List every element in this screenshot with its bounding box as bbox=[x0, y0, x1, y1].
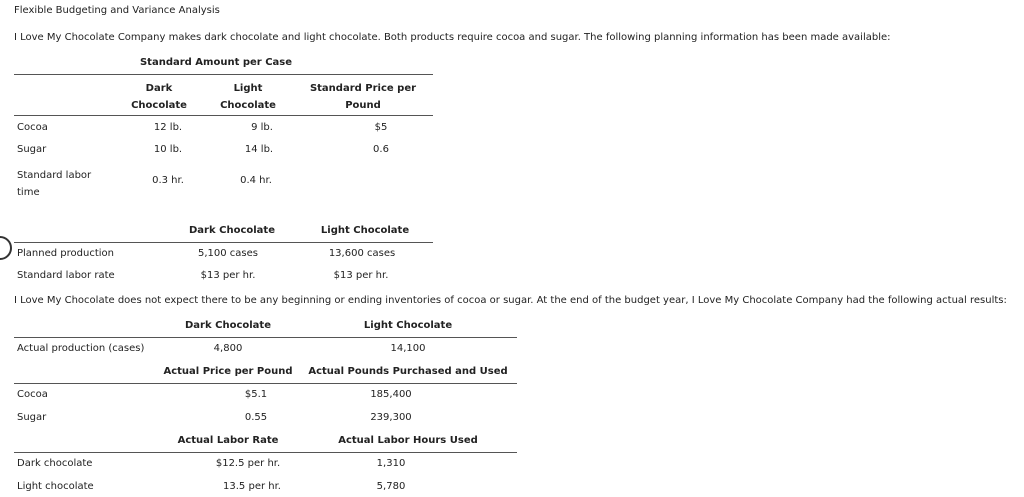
cell-value: 1,310 bbox=[376, 458, 406, 469]
col-actual-labor-rate: Actual Labor Rate bbox=[177, 435, 279, 446]
row-label: Cocoa bbox=[17, 122, 48, 133]
col-standard-price: Standard Price per Pound bbox=[309, 83, 417, 111]
table-rule bbox=[14, 242, 433, 243]
cell-value: 185,400 bbox=[370, 389, 412, 400]
cell-value: $13 per hr. bbox=[200, 270, 256, 281]
table-rule bbox=[14, 452, 517, 453]
cell-value: 0.55 bbox=[244, 412, 268, 423]
cell-value: 4,800 bbox=[213, 343, 243, 354]
page-title: Flexible Budgeting and Variance Analysis bbox=[14, 5, 220, 16]
col-dark-chocolate: Dark Chocolate bbox=[189, 225, 275, 236]
standard-amount-header: Standard Amount per Case bbox=[139, 57, 293, 68]
cell-value: 239,300 bbox=[370, 412, 412, 423]
table-rule bbox=[14, 74, 433, 75]
cell-value: 0.4 hr. bbox=[240, 175, 272, 186]
table-rule bbox=[14, 115, 433, 116]
actual-intro-text: I Love My Chocolate does not expect there to be any beginning or ending inventories of cocoa or sugar. At the end of the budget year, I Love My Chocolate Company had the following actual results: bbox=[14, 295, 1007, 306]
table-rule bbox=[14, 383, 517, 384]
row-label: Sugar bbox=[17, 144, 47, 155]
row-label: Light chocolate bbox=[17, 481, 94, 492]
cell-value: 13.5 per hr. bbox=[223, 481, 281, 492]
cell-value: $5 bbox=[374, 122, 388, 133]
col-light-chocolate: Light Chocolate bbox=[220, 83, 276, 111]
col-light-chocolate: Light Chocolate bbox=[363, 320, 453, 331]
cell-value: 5,780 bbox=[376, 481, 406, 492]
row-label: Cocoa bbox=[17, 389, 48, 400]
cell-value: 14,100 bbox=[390, 343, 426, 354]
cell-value: 5,100 cases bbox=[197, 248, 259, 259]
cell-value: 14 lb. bbox=[244, 144, 274, 155]
row-label: Standard labor rate bbox=[17, 270, 115, 281]
col-dark-chocolate: Dark Chocolate bbox=[185, 320, 271, 331]
row-label: Actual production (cases) bbox=[17, 343, 145, 354]
question-marker-icon bbox=[0, 236, 12, 260]
row-label: Standard labor time bbox=[17, 170, 92, 198]
cell-value: $12.5 per hr. bbox=[215, 458, 281, 469]
row-label: Dark chocolate bbox=[17, 458, 93, 469]
row-label: Sugar bbox=[17, 412, 47, 423]
intro-text: I Love My Chocolate Company makes dark chocolate and light chocolate. Both products require cocoa and sugar. The following planning information has been made available: bbox=[14, 32, 891, 43]
cell-value: $13 per hr. bbox=[333, 270, 389, 281]
col-light-chocolate: Light Chocolate bbox=[320, 225, 410, 236]
col-actual-price: Actual Price per Pound bbox=[163, 366, 293, 377]
col-dark-chocolate: Dark Chocolate bbox=[131, 83, 187, 111]
cell-value: $5.1 bbox=[244, 389, 268, 400]
col-actual-pounds: Actual Pounds Purchased and Used bbox=[308, 366, 508, 377]
cell-value: 0.3 hr. bbox=[152, 175, 184, 186]
row-label: Planned production bbox=[17, 248, 114, 259]
col-actual-labor-hours: Actual Labor Hours Used bbox=[338, 435, 478, 446]
cell-value: 0.6 bbox=[373, 144, 389, 155]
cell-value: 10 lb. bbox=[153, 144, 183, 155]
cell-value: 12 lb. bbox=[153, 122, 183, 133]
table-rule bbox=[14, 337, 517, 338]
cell-value: 9 lb. bbox=[251, 122, 273, 133]
cell-value: 13,600 cases bbox=[328, 248, 396, 259]
